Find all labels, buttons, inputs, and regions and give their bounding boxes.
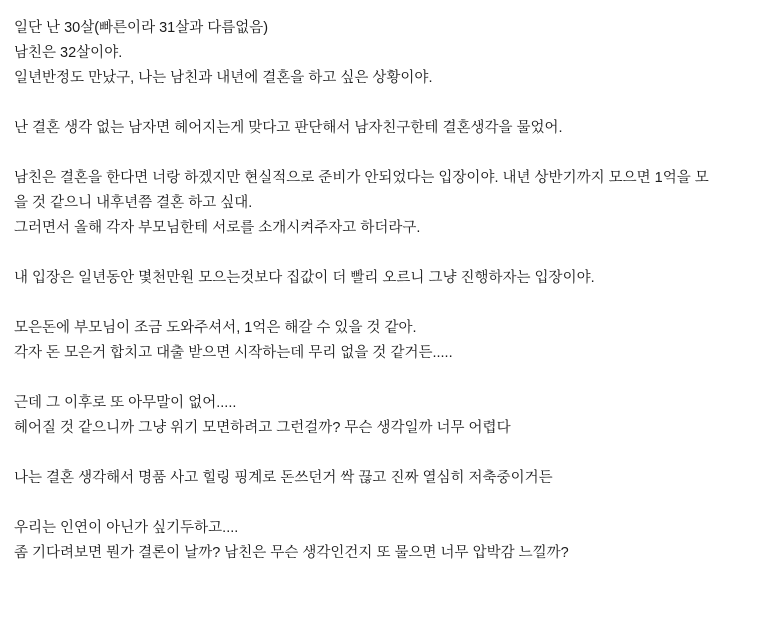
text-line: 그러면서 올해 각자 부모님한테 서로를 소개시켜주자고 하더라구. <box>14 220 421 236</box>
text-line: 좀 기다려보면 뭔가 결론이 날까? 남친은 무슨 생각인건지 또 물으면 너무 압박감 느낄까? <box>14 545 569 561</box>
text-line: 내 입장은 일년동안 몇천만원 모으는것보다 집값이 더 빨리 오르니 그냥 진행하자는 입장이야. <box>14 270 595 286</box>
paragraph-8 <box>14 516 759 566</box>
paragraph-spacer <box>14 141 759 166</box>
paragraph-5 <box>14 316 759 366</box>
paragraph-spacer <box>14 91 759 116</box>
text-line: 근데 그 이후로 또 아무말이 없어..... <box>14 395 237 411</box>
text-line: 모은돈에 부모님이 조금 도와주셔서, 1억은 해갈 수 있을 것 같아. <box>14 320 417 336</box>
paragraph-4 <box>14 266 759 291</box>
paragraph-1 <box>14 16 759 91</box>
text-line: 을 것 같으니 내후년쯤 결혼 하고 싶대. <box>14 195 253 211</box>
paragraph-3 <box>14 166 759 241</box>
paragraph-spacer <box>14 291 759 316</box>
text-line: 나는 결혼 생각해서 명품 사고 힐링 핑계로 돈쓰던거 싹 끊고 진짜 열심히 저축중이거든 <box>14 470 553 486</box>
paragraph-7 <box>14 466 759 491</box>
paragraph-spacer <box>14 441 759 466</box>
paragraph-6 <box>14 391 759 441</box>
text-line: 남친은 32살이야. <box>14 45 123 61</box>
paragraph-spacer <box>14 241 759 266</box>
text-line: 일년반정도 만났구, 나는 남친과 내년에 결혼을 하고 싶은 상황이야. <box>14 70 433 86</box>
text-line: 난 결혼 생각 없는 남자면 헤어지는게 맞다고 판단해서 남자친구한테 결혼생각을 물었어. <box>14 120 563 136</box>
text-line: 남친은 결혼을 한다면 너랑 하겠지만 현실적으로 준비가 안되었다는 입장이야. 내년 상반기까지 모으면 1억을 모 <box>14 170 709 186</box>
text-line: 우리는 인연이 아닌가 싶기두하고.... <box>14 520 239 536</box>
text-line: 일단 난 30살(빠른이라 31살과 다름없음) <box>14 20 269 36</box>
paragraph-2 <box>14 116 759 141</box>
paragraph-spacer <box>14 491 759 516</box>
text-line: 헤어질 것 같으니까 그냥 위기 모면하려고 그런걸까? 무슨 생각일까 너무 어렵다 <box>14 420 511 436</box>
text-line: 각자 돈 모은거 합치고 대출 받으면 시작하는데 무리 없을 것 같거든..... <box>14 345 453 361</box>
paragraph-spacer <box>14 366 759 391</box>
